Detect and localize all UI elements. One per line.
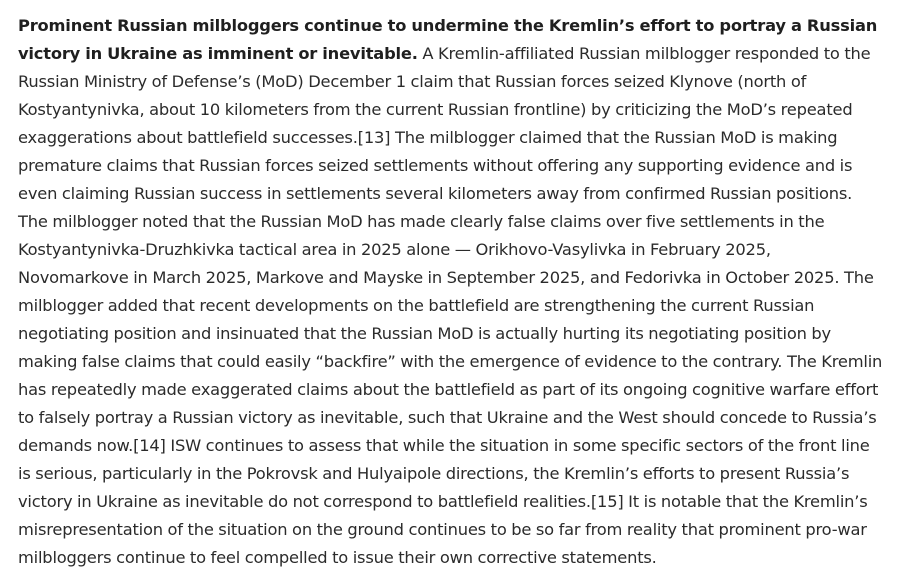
paragraph-body-text: A Kremlin-affiliated Russian milblogger responded to the Russian Ministry of Defense’s (MoD) December 1 claim that Russian forces seized Klynove (north of Kostyantynivka, about 10 kilometers from the current Russian frontline) by criticizing the MoD’s repeated exaggerations about battlefield successes.[13] The milblogger claimed that the Russian MoD is making premature claims that Russian forces seized settlements without offering any supporting evidence and is even claiming Russian success in settlements several kilometers away from confirmed Russian positions. The milblogger noted that the Russian MoD has made clearly false claims over five settlements in the Kostyantynivka-Druzhkivka tactical area in 2025 alone — Orikhovo-Vasylivka in February 2025, Novomarkove in March 2025, Markove and Mayske in September 2025, and Fedorivka in October 2025. The milblogger added that recent developments on the battlefield are strengthening the current Russian negotiating position and insinuated that the Russian MoD is actually hurting its negotiating position by making false claims that could easily “backfire” with the emergence of evidence to the contrary. The Kremlin has repeatedly made exaggerated claims about the battlefield as part of its ongoing cognitive warfare effort to falsely portray a Russian victory as inevitable, such that Ukraine and the West should concede to Russia’s demands now.[14] ISW continues to assess that while the situation in some specific sectors of the front line is serious, particularly in the Pokrovsk and Hulyaipole directions, the Kremlin’s efforts to present Russia’s victory in Ukraine as inevitable do not correspond to battlefield realities.[15] It is notable that the Kremlin’s misrepresentation of the situation on the ground continues to be so far from reality that prominent pro-war milbloggers continue to feel compelled to issue their own corrective statements. xyxy=(18,44,883,567)
paragraph-lead-sentence: Prominent Russian milbloggers continue to undermine the Kremlin’s effort to portray a Russian victory in Ukraine as imminent or inevitable. xyxy=(18,16,878,63)
article-paragraph xyxy=(18,12,884,572)
